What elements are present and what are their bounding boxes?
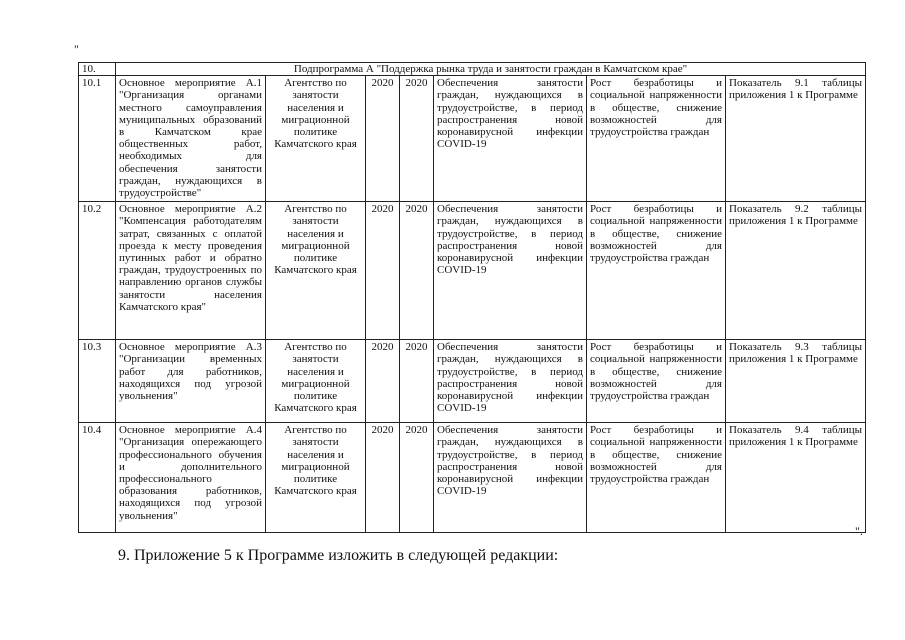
subprogram-title: Подпрограмма А "Поддержка рынка труда и занятости граждан в Камчатском крае"	[116, 63, 866, 76]
executor-cell: Агентство по занятости населения и миграционной политике Камчатского края	[266, 76, 366, 202]
subprogram-table	[78, 62, 866, 533]
executor-cell: Агентство по занятости населения и миграционной политике Камчатского края	[266, 340, 366, 423]
row-number: 10.4	[79, 423, 116, 533]
consequence-cell: Рост безработицы и социальной напряженности в обществе, снижение возможностей для трудоустройства граждан	[587, 202, 726, 340]
result-cell: Обеспечения занятости граждан, нуждающихся в трудоустройстве, в период распространения новой коронавирусной инфекции COVID-19	[434, 76, 587, 202]
result-cell: Обеспечения занятости граждан, нуждающихся в трудоустройстве, в период распространения новой коронавирусной инфекции COVID-19	[434, 423, 587, 533]
executor-cell: Агентство по занятости населения и миграционной политике Камчатского края	[266, 202, 366, 340]
amendment-paragraph: 9. Приложение 5 к Программе изложить в следующей редакции:	[118, 547, 559, 564]
table-row	[79, 340, 866, 423]
start-year-cell: 2020	[366, 202, 400, 340]
row-number: 10.2	[79, 202, 116, 340]
event-cell: Основное мероприятие А.3 "Организации временных работ для работников, находящихся под угрозой увольнения"	[116, 340, 266, 423]
start-year-cell: 2020	[366, 76, 400, 202]
subprogram-header-row	[79, 63, 866, 76]
event-cell: Основное мероприятие А.1 "Организация органами местного самоуправления муниципальных образований в Камчатском крае общественных работ, необходимых для обеспечения занятости граждан, нуждающихся в трудоустройстве"	[116, 76, 266, 202]
event-cell: Основное мероприятие А.4 "Организация опережающего профессионального обучения и дополнительного профессионального образования работников, находящихся под угрозой увольнения"	[116, 423, 266, 533]
end-year-cell: 2020	[400, 76, 434, 202]
event-cell: Основное мероприятие А.2 "Компенсация работодателям затрат, связанных с оплатой проезда к месту проведения путинных работ и обратно граждан, трудоустроенных по направлению органов службы занятости населения Камчатского края"	[116, 202, 266, 340]
closing-quote-mark: ".	[855, 524, 863, 538]
consequence-cell: Рост безработицы и социальной напряженности в обществе, снижение возможностей для трудоустройства граждан	[587, 76, 726, 202]
indicator-cell: Показатель 9.2 таблицы приложения 1 к Программе	[726, 202, 866, 340]
opening-quote-mark: "	[74, 42, 79, 56]
subprogram-number: 10.	[79, 63, 116, 76]
result-cell: Обеспечения занятости граждан, нуждающихся в трудоустройстве, в период распространения новой коронавирусной инфекции COVID-19	[434, 202, 587, 340]
indicator-cell: Показатель 9.3 таблицы приложения 1 к Программе	[726, 340, 866, 423]
row-number: 10.1	[79, 76, 116, 202]
end-year-cell: 2020	[400, 423, 434, 533]
table-row	[79, 76, 866, 202]
start-year-cell: 2020	[366, 340, 400, 423]
indicator-cell: Показатель 9.4 таблицы приложения 1 к Программе	[726, 423, 866, 533]
consequence-cell: Рост безработицы и социальной напряженности в обществе, снижение возможностей для трудоустройства граждан	[587, 340, 726, 423]
table-row	[79, 423, 866, 533]
table-row	[79, 202, 866, 340]
indicator-cell: Показатель 9.1 таблицы приложения 1 к Программе	[726, 76, 866, 202]
end-year-cell: 2020	[400, 202, 434, 340]
executor-cell: Агентство по занятости населения и миграционной политике Камчатского края	[266, 423, 366, 533]
row-number: 10.3	[79, 340, 116, 423]
consequence-cell: Рост безработицы и социальной напряженности в обществе, снижение возможностей для трудоустройства граждан	[587, 423, 726, 533]
end-year-cell: 2020	[400, 340, 434, 423]
start-year-cell: 2020	[366, 423, 400, 533]
result-cell: Обеспечения занятости граждан, нуждающихся в трудоустройстве, в период распространения новой коронавирусной инфекции COVID-19	[434, 340, 587, 423]
